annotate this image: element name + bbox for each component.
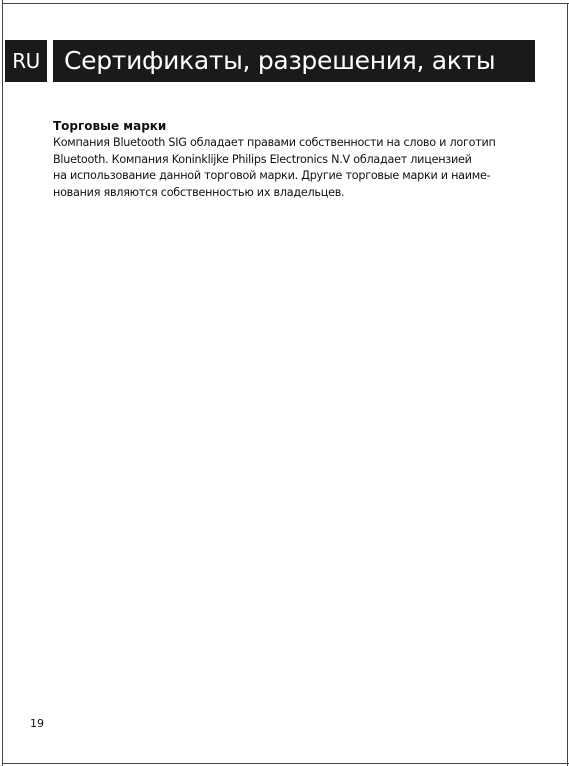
- page-title: Сертификаты, разрешения, акты: [53, 40, 535, 82]
- body-line-3: на использование данной торговой марки. Другие торговые марки и наиме-: [53, 169, 491, 183]
- page-border-left: [2, 0, 3, 766]
- language-badge: RU: [5, 40, 47, 82]
- body-line-4: нования являются собственностью их владельцев.: [53, 185, 345, 199]
- page-number: 19: [30, 717, 44, 730]
- trademarks-section: [53, 118, 533, 201]
- page-border-bottom: [2, 763, 569, 764]
- section-heading: Торговые марки: [53, 119, 167, 133]
- body-line-1: Компания Bluetooth SIG обладает правами собственности на слово и логотип: [53, 136, 496, 149]
- page-border-right: [567, 3, 568, 766]
- page-border-top: [2, 3, 569, 4]
- body-line-2: Bluetooth. Компания Koninklijke Philips Electronics N.V обладает лицензией: [53, 152, 472, 166]
